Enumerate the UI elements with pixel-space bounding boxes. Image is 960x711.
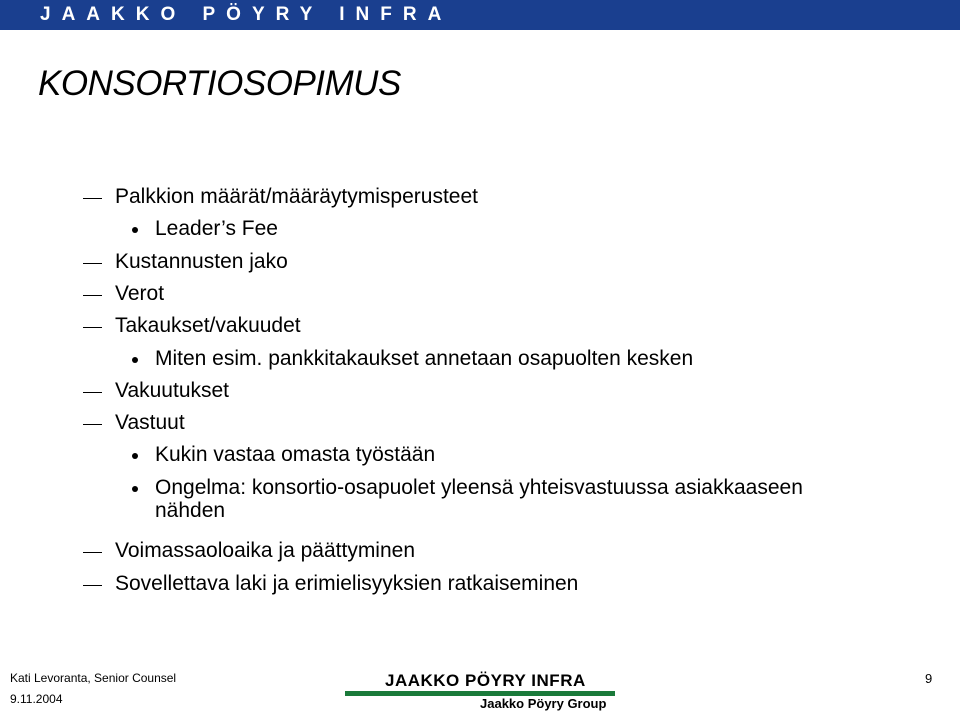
dash-bullet bbox=[83, 198, 102, 199]
bullet-item-text: Ongelma: konsortio-osapuolet yleensä yhteisvastuussa asiakkaaseen bbox=[155, 475, 803, 499]
round-bullet bbox=[132, 486, 138, 492]
bullet-item-text: nähden bbox=[155, 499, 226, 522]
page-number: 9 bbox=[925, 671, 933, 686]
footer-group-text: Jaakko Pöyry Group bbox=[480, 696, 607, 711]
bullet-item-text: Vastuut bbox=[115, 411, 185, 435]
bullet-item-text: Sovellettava laki ja erimielisyyksien ratkaiseminen bbox=[115, 571, 579, 595]
bullet-item-text: Palkkion määrät/määräytymisperusteet bbox=[115, 185, 478, 208]
header-bar bbox=[0, 0, 960, 30]
dash-bullet bbox=[83, 327, 102, 328]
bullet-item-text: Takaukset/vakuudet bbox=[115, 314, 301, 338]
header-brand-text: JAAKKO PÖYRY INFRA bbox=[40, 4, 453, 25]
slide-title: KONSORTIOSOPIMUS bbox=[38, 64, 401, 103]
footer-date: 9.11.2004 bbox=[10, 692, 63, 706]
dash-bullet bbox=[83, 295, 102, 296]
bullet-item-text: Verot bbox=[115, 281, 165, 305]
dash-bullet bbox=[83, 263, 102, 264]
dash-bullet bbox=[83, 552, 102, 553]
footer-author: Kati Levoranta, Senior Counsel bbox=[10, 671, 177, 685]
dash-bullet bbox=[83, 392, 102, 393]
round-bullet bbox=[132, 227, 138, 233]
bullet-item-text: Kustannusten jako bbox=[115, 249, 288, 273]
dash-bullet bbox=[83, 585, 102, 586]
round-bullet bbox=[132, 453, 138, 459]
bullet-item-text: Kukin vastaa omasta työstään bbox=[155, 443, 436, 467]
round-bullet bbox=[132, 357, 138, 363]
bullet-item-text: Miten esim. pankkitakaukset annetaan osapuolten kesken bbox=[155, 346, 694, 370]
bullet-item-text: Vakuutukset bbox=[115, 378, 230, 402]
bullet-item-text: Voimassaoloaika ja päättyminen bbox=[115, 539, 416, 563]
bullet-item-text: Leader’s Fee bbox=[155, 217, 278, 241]
dash-bullet bbox=[83, 424, 102, 425]
footer-logo-text: JAAKKO PÖYRY INFRA bbox=[385, 671, 586, 690]
